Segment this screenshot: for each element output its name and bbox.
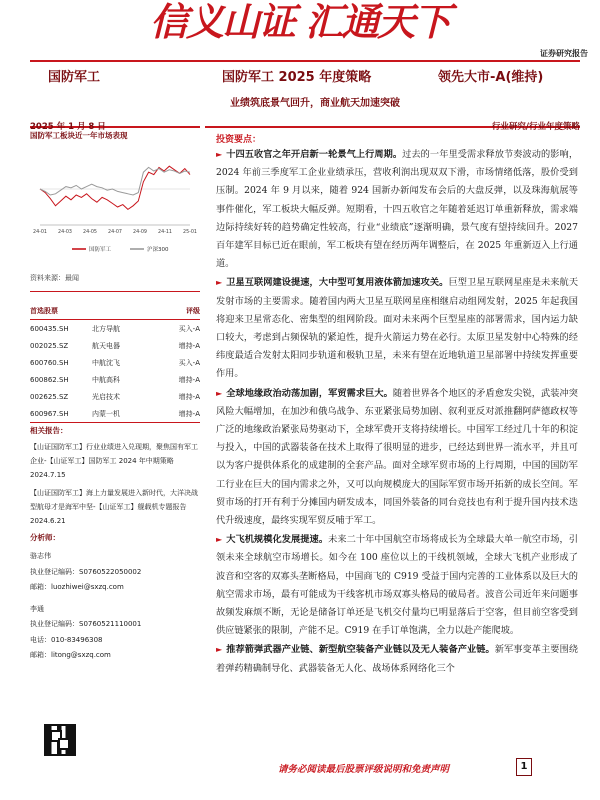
point-lead: 推荐箭弹武器产业链、新型航空装备产业链以及无人装备产业链。: [226, 644, 495, 656]
x-tick-label: 25-01: [183, 230, 197, 235]
analyst-email[interactable]: 邮箱：litong@sxzq.com: [30, 651, 111, 659]
point-lead: 全球地缘政治动荡加剧，军贸需求巨大。: [226, 387, 393, 399]
stock-code: 600862.SH: [30, 375, 69, 384]
triangle-bullet-icon: ►: [216, 645, 223, 655]
report-title: 国防军工 2025 年度策略: [222, 70, 372, 85]
stock-code: 600435.SH: [30, 324, 69, 333]
stock-code: 600760.SH: [30, 358, 69, 367]
point-lead: 大飞机规模化发展提速。: [226, 534, 329, 546]
stock-rating: 买入-A: [178, 324, 200, 333]
stock-rating: 增持-A: [178, 375, 200, 384]
stock-rating: 买入-A: [178, 358, 200, 367]
table-row: [30, 337, 200, 354]
table-row: [30, 354, 200, 371]
triangle-bullet-icon: ►: [216, 150, 223, 159]
page-number: 1: [516, 758, 532, 776]
analyst-cert: 执业登记编码：S0760522050002: [30, 567, 142, 576]
triangle-bullet-icon: ►: [216, 388, 223, 398]
chart-title: 国防军工板块近一年市场表现: [30, 131, 128, 140]
related-reports-title: 相关报告：: [30, 426, 68, 435]
investment-point: [216, 274, 578, 383]
footer: [230, 758, 580, 778]
point-body: 未来二十年中国航空市场将成长为全球最大单一航空市场，引领未来全球航空市场增长。如今在 100 座位以上的干线机领域，全球大飞机产业形成了波音和空客的双寡头垄断格局，中国商飞的 C919 受益于国内完善的工业体系以及巨大的航空需求市场，最有可能成为干线客机市场双寡头格局的破局者。波音公司近年来问题事故频发麻烦不断，无论是储备订单还是飞机交付量均已明显落后于空客，但目前空客受到供应链紧张的限制，产能不足。C919 在手订单饱满，全力以赴产能爬坡。: [216, 534, 578, 637]
data-source: 资料来源：最闻: [30, 273, 200, 292]
triangle-bullet-icon: ►: [216, 535, 223, 545]
report-subtitle: 业绩筑底景气回升，商业航天加速突破: [230, 98, 400, 109]
point-lead: 卫星互联网建设提速，大中型可复用液体箭加速攻关。: [226, 277, 449, 289]
stock-table-header: [30, 306, 200, 320]
stock-name: 航天电器: [92, 341, 120, 350]
industry-rating: 领先大市-A(维持): [438, 70, 544, 85]
related-report[interactable]: 【山证国防军工】海上力量发展进入新时代，大洋决战型航母才是海军中坚-【山证军工】舰载机专题报告 2024.6.21: [30, 489, 198, 525]
legend-label: 沪深300: [147, 247, 169, 253]
disclaimer-link[interactable]: 请务必阅读最后股票评级说明和免责声明: [278, 764, 450, 775]
report-date: 2025 年 1 月 8 日: [30, 122, 106, 132]
stock-header-name: 首选股票: [30, 307, 58, 315]
stock-name: 内蒙一机: [92, 409, 120, 418]
point-body: 巨型卫星互联网星座是未来航天发射市场的主要需求。随着国内两大卫星互联网星座相继启动组网发射，2025 年起我国将迎来卫星常态化、密集型的组网阶段。面对未来两个巨型星座的部署需求，国内运力缺口较大，考虑到占频保轨的紧迫性，提升火箭运力势在必行。太原卫星发射中心特殊的经纬度最适合发射太阳同步轨道和极轨卫星，未来有望在近地轨道卫星部署中持续发挥重要作用。: [216, 277, 579, 380]
analyst-phone: 电话：010-83496308: [30, 635, 103, 644]
series-line: [40, 167, 190, 195]
date-bar: [30, 114, 200, 132]
investment-point: [216, 641, 578, 677]
point-body: 过去的一年里受需求释放节奏波动的影响，2024 年前三季度军工企业业绩承压，营收利润出现双双下滑，市场情绪低落，股价受到压制。2024 年 9 月以来，随着 924 国新办新闻发布会后的大盘反弹，以及珠海航展等事件催化，军工板块大幅反弹。短期看，十四五收官之年随着延迟订单重新释放，需求端边际持续好转的趋势确定性较高，行业“业绩底”逐渐明确，景气度有望持续回升。2027 百年建军目标已近在眼前，军工板块有望在经历两年调整后，在 2025 年重新迈入上行通道。: [216, 149, 579, 270]
table-row: [30, 371, 200, 388]
report-type: 证券研究报告: [540, 49, 588, 58]
x-tick-label: 24-05: [83, 230, 97, 235]
stock-code: 600967.SH: [30, 409, 69, 418]
analysts-title: 分析师：: [30, 533, 60, 542]
investment-highlights-title: 投资要点：: [216, 135, 262, 145]
x-tick-label: 24-03: [58, 230, 72, 235]
chart-svg: [30, 145, 200, 265]
table-row: [30, 320, 200, 337]
left-column: [30, 130, 200, 664]
analyst-name: 骆志伟: [30, 552, 51, 560]
right-column: [216, 132, 578, 678]
qr-code: [44, 724, 76, 756]
analyst-block: [30, 549, 200, 664]
analyst-email[interactable]: 邮箱：luozhiwei@sxzq.com: [30, 583, 124, 591]
industry-label: 国防军工: [48, 70, 101, 85]
stock-code: 002625.SZ: [30, 392, 69, 401]
stock-code: 002025.SZ: [30, 341, 69, 350]
point-lead: 十四五收官之年开启新一轮景气上行周期。: [226, 149, 403, 160]
investment-point: [216, 531, 578, 640]
stock-name: 光启技术: [92, 392, 120, 401]
triangle-bullet-icon: ►: [216, 278, 223, 288]
investment-point: [216, 385, 578, 531]
report-category: 行业研究/行业年度策略: [491, 122, 580, 132]
x-tick-label: 24-11: [158, 230, 172, 235]
stock-rating: 增持-A: [178, 409, 200, 418]
stock-table-end: [30, 422, 200, 423]
stock-name: 北方导航: [92, 324, 120, 333]
related-report[interactable]: 【山证国防军工】行业业绩进入兑现期，聚焦国有军工企业-【山证军工】国防军工 2024 年中期策略 2024.7.15: [30, 443, 198, 479]
x-tick-label: 24-09: [133, 230, 147, 235]
x-tick-label: 24-01: [33, 230, 47, 235]
stock-name: 中航高科: [92, 375, 120, 384]
point-body: 新军事变革主要围绕着弹药精确制导化、武器装备无人化、战场体系网络化三个: [216, 644, 579, 674]
point-body: 随着世界各个地区的矛盾愈发尖锐，武装冲突风险大幅增加，在加沙和俄乌战争、东亚紧张局势加剧、叙利亚反对派推翻阿萨德政权等广泛的地缘政治紧张局势驱动下，全球军费开支将持续增长。中国军工经过几十年的积淀与投入，中国的武器装备在技术上取得了很明显的进步，已经达到世界一流水平，并且可以为客户提供体系化的成建制的全套产品。面对全球军贸市场的上行周期，中国的国防军工行业在巨大的国内需求之外，又可以向规模庞大的国际军贸市场开拓新的成长空间。军贸市场的打开有利于分摊国内研发成本，同国外装备的同台竞技也有利于提升国内技术迭代升级速度，最终实现军贸反哺于军工。: [216, 387, 578, 527]
stock-name: 中航沈飞: [92, 358, 120, 367]
company-logo: 信义山证 汇通天下: [150, 0, 450, 44]
table-row: [30, 388, 200, 405]
category-bar: [205, 114, 580, 132]
analyst-cert: 执业登记编码：S0760521110001: [30, 620, 142, 628]
analyst-name: 李通: [30, 604, 44, 613]
series-line: [40, 166, 190, 209]
investment-point: [216, 146, 578, 273]
stock-table: [30, 320, 200, 422]
market-performance-chart: [30, 145, 200, 265]
stock-rating: 增持-A: [178, 341, 200, 350]
stock-rating: 增持-A: [178, 392, 200, 401]
header-divider: [30, 60, 580, 62]
x-tick-label: 24-07: [108, 230, 122, 235]
table-row: [30, 405, 200, 422]
legend-label: 国防军工: [89, 247, 112, 253]
stock-header-rating: 评级: [186, 307, 200, 315]
